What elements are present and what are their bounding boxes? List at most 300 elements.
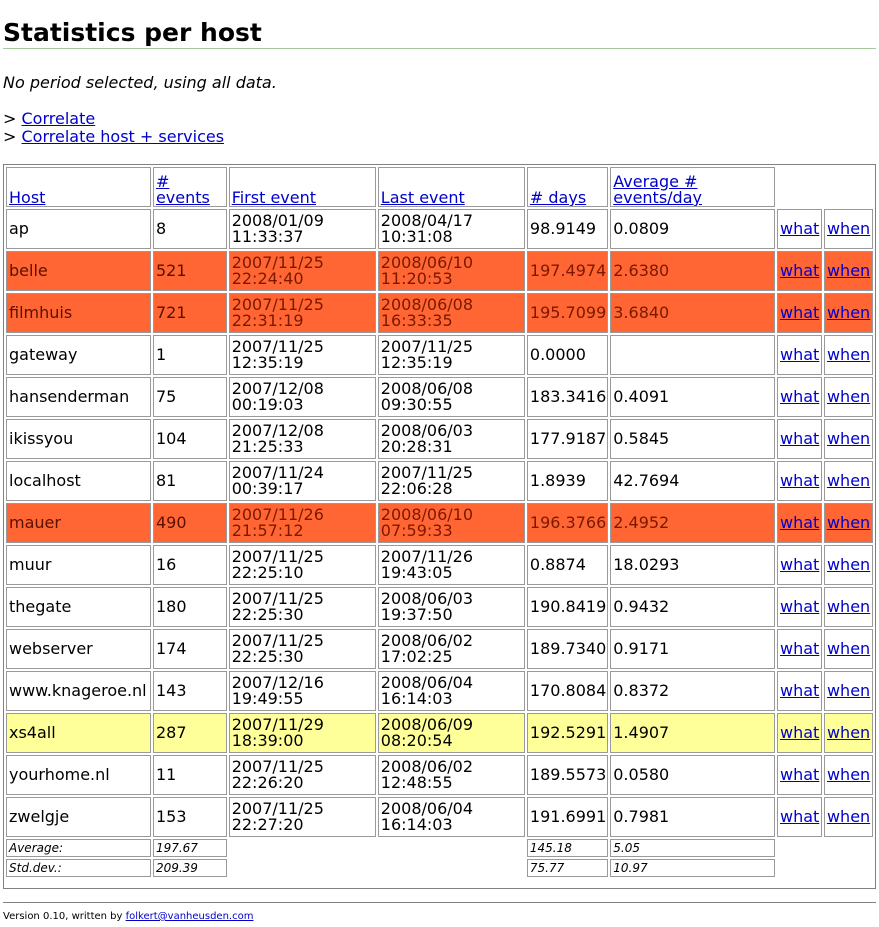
header-events[interactable] [153,167,227,207]
last-event-time: 17:02:25 [380,647,453,666]
days-cell [527,335,608,375]
summary-blank [229,859,525,877]
last-event-cell [378,713,525,753]
last-event-time: 19:37:50 [380,605,453,624]
host-name: belle [9,261,48,280]
what-cell[interactable] [777,797,822,837]
average-value: 2.4952 [613,513,670,532]
first-event-time: 21:57:12 [231,521,304,540]
host-cell [6,503,151,543]
last-event-time: 20:28:31 [380,437,453,456]
days-cell [527,419,608,459]
when-link[interactable]: when [826,219,871,238]
last-event-cell [378,755,525,795]
average-cell [610,797,775,837]
first-event-date: 2007/11/25 [231,295,324,314]
what-link[interactable]: what [779,555,820,574]
average-value: 0.5845 [613,429,670,448]
days-cell [527,755,608,795]
last-event-date: 2008/06/03 [380,589,474,608]
summary-average: 10.97 [610,859,775,877]
when-link[interactable]: when [826,387,871,406]
event-count: 16 [155,555,177,574]
first-event-date: 2007/11/25 [231,547,324,566]
days-value: 0.8874 [529,555,586,574]
summary-blank [777,839,873,857]
when-cell[interactable] [824,335,873,375]
events-cell [153,671,227,711]
sort-host-link[interactable]: Host [9,188,46,207]
host-cell [6,251,151,291]
first-event-cell [229,461,376,501]
table-row [6,545,873,585]
period-note: No period selected, using all data. [3,73,277,92]
host-name: zwelgje [9,807,70,826]
header-days[interactable] [527,167,608,207]
first-event-time: 00:39:17 [231,479,304,498]
first-event-time: 00:19:03 [231,395,304,414]
days-cell [527,461,608,501]
last-event-date: 2007/11/25 [380,337,474,356]
days-cell [527,251,608,291]
when-cell[interactable] [824,293,873,333]
summary-days: 145.18 [527,839,608,857]
when-cell[interactable] [824,587,873,627]
days-cell [527,377,608,417]
host-cell [6,377,151,417]
event-count: 8 [155,219,167,238]
last-event-date: 2008/06/03 [380,421,474,440]
host-name: localhost [9,471,81,490]
what-cell[interactable] [777,671,822,711]
host-cell [6,587,151,627]
when-cell[interactable] [824,797,873,837]
what-link[interactable]: what [779,807,820,826]
first-event-cell [229,293,376,333]
summary-row-average [6,839,873,857]
sort-last-event-link[interactable]: Last event [380,188,465,207]
days-cell [527,587,608,627]
what-cell[interactable] [777,209,822,249]
last-event-cell [378,671,525,711]
when-cell[interactable] [824,545,873,585]
when-cell[interactable] [824,461,873,501]
last-event-cell [378,797,525,837]
events-cell [153,545,227,585]
what-link[interactable]: what [779,471,820,490]
event-count: 521 [155,261,187,280]
days-cell [527,713,608,753]
summary-label: Average: [6,839,151,857]
when-cell[interactable] [824,419,873,459]
days-value: 190.8419 [529,597,607,616]
when-link[interactable]: when [826,765,871,784]
last-event-date: 2008/06/08 [380,379,474,398]
last-event-date: 2008/06/10 [380,505,474,524]
table-row [6,251,873,291]
first-event-date: 2007/12/08 [231,379,324,398]
event-count: 75 [155,387,177,406]
host-name: hansenderman [9,387,130,406]
what-cell[interactable] [777,629,822,669]
first-event-cell [229,671,376,711]
last-event-cell [378,461,525,501]
last-event-cell [378,251,525,291]
average-value: 0.9432 [613,597,670,616]
table-row [6,503,873,543]
average-value: 0.0809 [613,219,670,238]
days-value: 170.8084 [529,681,607,700]
days-value: 197.4974 [529,261,607,280]
table-row [6,671,873,711]
last-event-cell [378,335,525,375]
when-cell[interactable] [824,377,873,417]
when-link[interactable]: when [826,429,871,448]
host-name: ikissyou [9,429,74,448]
first-event-cell [229,209,376,249]
first-event-cell [229,377,376,417]
summary-events: 197.67 [153,839,227,857]
average-cell [610,587,775,627]
last-event-date: 2008/06/10 [380,253,474,272]
when-link[interactable]: when [826,261,871,280]
sort-average-link[interactable]: Average # events/day [613,172,702,207]
correlate-link[interactable]: Correlate [21,109,96,128]
days-cell [527,545,608,585]
days-value: 1.8939 [529,471,586,490]
host-cell [6,755,151,795]
what-cell[interactable] [777,461,822,501]
host-statistics-table [4,165,875,879]
what-cell[interactable] [777,755,822,795]
last-event-date: 2007/11/26 [380,547,474,566]
nav-link-row-correlate-host-services [3,128,224,146]
days-cell [527,797,608,837]
events-cell [153,419,227,459]
when-link[interactable]: when [826,345,871,364]
last-event-cell [378,293,525,333]
host-cell [6,671,151,711]
host-cell [6,713,151,753]
first-event-date: 2007/11/25 [231,757,324,776]
when-link[interactable]: when [826,807,871,826]
event-count: 1 [155,345,167,364]
last-event-time: 22:06:28 [380,479,453,498]
last-event-time: 16:33:35 [380,311,453,330]
days-value: 183.3416 [529,387,607,406]
summary-days: 75.77 [527,859,608,877]
last-event-cell [378,209,525,249]
first-event-date: 2007/12/16 [231,673,324,692]
event-count: 174 [155,639,187,658]
last-event-date: 2008/06/02 [380,757,474,776]
first-event-cell [229,797,376,837]
events-cell [153,209,227,249]
average-value: 0.9171 [613,639,670,658]
host-statistics-panel [3,164,876,889]
first-event-time: 21:25:33 [231,437,304,456]
average-cell [610,335,775,375]
last-event-time: 10:31:08 [380,227,453,246]
event-count: 143 [155,681,187,700]
when-cell[interactable] [824,251,873,291]
summary-blank [229,839,525,857]
table-row [6,797,873,837]
what-link[interactable]: what [779,765,820,784]
days-value: 189.7340 [529,639,607,658]
sort-first-event-link[interactable]: First event [231,188,317,207]
days-value: 0.0000 [529,345,586,364]
days-cell [527,629,608,669]
table-row [6,713,873,753]
when-link[interactable]: when [826,555,871,574]
summary-events: 209.39 [153,859,227,877]
host-cell [6,629,151,669]
when-link[interactable]: when [826,303,871,322]
average-value: 0.0580 [613,765,670,784]
host-name: webserver [9,639,93,658]
summary-label: Std.dev.: [6,859,151,877]
first-event-date: 2007/11/25 [231,253,324,272]
first-event-cell [229,713,376,753]
table-body [6,209,873,837]
header-average[interactable] [610,167,775,207]
average-value: 1.4907 [613,723,670,742]
what-cell[interactable] [777,587,822,627]
last-event-time: 11:20:53 [380,269,453,288]
events-cell [153,503,227,543]
when-link[interactable]: when [826,597,871,616]
average-cell [610,419,775,459]
last-event-date: 2007/11/25 [380,463,474,482]
days-cell [527,503,608,543]
first-event-cell [229,335,376,375]
host-name: muur [9,555,52,574]
link-prefix: > [3,109,17,128]
header-first-event[interactable] [229,167,376,207]
last-event-date: 2008/06/08 [380,295,474,314]
when-link[interactable]: when [826,681,871,700]
last-event-cell [378,545,525,585]
first-event-time: 19:49:55 [231,689,304,708]
host-name: ap [9,219,29,238]
last-event-time: 16:14:03 [380,689,453,708]
when-link[interactable]: when [826,513,871,532]
events-cell [153,587,227,627]
table-row [6,377,873,417]
average-cell [610,545,775,585]
events-cell [153,713,227,753]
event-count: 104 [155,429,187,448]
what-cell[interactable] [777,713,822,753]
header-host[interactable] [6,167,151,207]
last-event-time: 09:30:55 [380,395,453,414]
last-event-date: 2008/06/04 [380,799,474,818]
table-row [6,629,873,669]
when-cell[interactable] [824,629,873,669]
nav-links [3,110,224,146]
last-event-time: 12:35:19 [380,353,453,372]
days-value: 98.9149 [529,219,597,238]
when-link[interactable]: when [826,639,871,658]
last-event-date: 2008/06/02 [380,631,474,650]
last-event-time: 08:20:54 [380,731,453,750]
correlate-host-services-link[interactable]: Correlate host + services [21,127,225,146]
what-link[interactable]: what [779,387,820,406]
last-event-date: 2008/06/04 [380,673,474,692]
last-event-cell [378,377,525,417]
host-name: mauer [9,513,61,532]
first-event-time: 22:25:30 [231,647,304,666]
author-email-link[interactable]: folkert@vanheusden.com [125,911,254,922]
first-event-date: 2007/11/26 [231,505,324,524]
what-cell[interactable] [777,545,822,585]
average-value: 3.6840 [613,303,670,322]
first-event-time: 22:25:10 [231,563,304,582]
host-name: thegate [9,597,72,616]
title-divider [3,48,876,49]
last-event-cell [378,419,525,459]
last-event-time: 19:43:05 [380,563,453,582]
when-cell[interactable] [824,503,873,543]
sort-events-link[interactable]: # events [155,172,210,207]
first-event-date: 2007/11/29 [231,715,324,734]
table-header-row [6,167,873,207]
what-cell[interactable] [777,293,822,333]
what-link[interactable]: what [779,513,820,532]
average-cell [610,671,775,711]
days-value: 192.5291 [529,723,607,742]
what-link[interactable]: what [779,597,820,616]
what-cell[interactable] [777,251,822,291]
average-cell [610,713,775,753]
when-link[interactable]: when [826,723,871,742]
what-cell[interactable] [777,503,822,543]
when-cell[interactable] [824,713,873,753]
footer-text: Version 0.10, written by [3,911,126,922]
what-link[interactable]: what [779,429,820,448]
days-value: 189.5573 [529,765,607,784]
first-event-cell [229,755,376,795]
first-event-cell [229,503,376,543]
host-name: www.knageroe.nl [9,681,147,700]
days-cell [527,209,608,249]
summary-row-stddev [6,859,873,877]
events-cell [153,251,227,291]
first-event-time: 22:26:20 [231,773,304,792]
link-prefix: > [3,127,17,146]
first-event-time: 22:24:40 [231,269,304,288]
events-cell [153,755,227,795]
event-count: 81 [155,471,177,490]
first-event-cell [229,587,376,627]
event-count: 721 [155,303,187,322]
events-cell [153,293,227,333]
last-event-time: 16:14:03 [380,815,453,834]
host-name: filmhuis [9,303,73,322]
first-event-time: 22:27:20 [231,815,304,834]
what-link[interactable]: what [779,681,820,700]
average-cell [610,209,775,249]
table-row [6,461,873,501]
what-link[interactable]: what [779,219,820,238]
average-value: 0.4091 [613,387,670,406]
when-cell[interactable] [824,671,873,711]
first-event-time: 12:35:19 [231,353,304,372]
last-event-date: 2008/06/09 [380,715,474,734]
first-event-cell [229,545,376,585]
last-event-time: 12:48:55 [380,773,453,792]
first-event-time: 11:33:37 [231,227,304,246]
first-event-cell [229,251,376,291]
days-cell [527,293,608,333]
days-value: 196.3766 [529,513,607,532]
what-link[interactable]: what [779,345,820,364]
average-cell [610,377,775,417]
average-cell [610,755,775,795]
sort-days-link[interactable]: # days [529,188,587,207]
first-event-date: 2007/11/25 [231,337,324,356]
what-link[interactable]: what [779,261,820,280]
what-cell[interactable] [777,377,822,417]
first-event-date: 2007/11/25 [231,589,324,608]
what-link[interactable]: what [779,723,820,742]
table-row [6,755,873,795]
header-last-event[interactable] [378,167,525,207]
table-row [6,419,873,459]
days-cell [527,671,608,711]
host-cell [6,335,151,375]
what-cell[interactable] [777,335,822,375]
first-event-time: 22:31:19 [231,311,304,330]
host-cell [6,545,151,585]
first-event-time: 22:25:30 [231,605,304,624]
nav-link-row-correlate [3,110,224,128]
days-value: 195.7099 [529,303,607,322]
what-cell[interactable] [777,419,822,459]
average-cell [610,461,775,501]
what-link[interactable]: what [779,639,820,658]
summary-average: 5.05 [610,839,775,857]
page-title: Statistics per host [3,18,262,47]
footer-divider [3,902,876,903]
events-cell [153,461,227,501]
table-row [6,335,873,375]
first-event-time: 18:39:00 [231,731,304,750]
footer [3,911,253,922]
event-count: 153 [155,807,187,826]
last-event-date: 2008/04/17 [380,211,474,230]
last-event-cell [378,629,525,669]
when-cell[interactable] [824,755,873,795]
first-event-date: 2007/12/08 [231,421,324,440]
average-cell [610,293,775,333]
host-cell [6,797,151,837]
event-count: 490 [155,513,187,532]
last-event-time: 07:59:33 [380,521,453,540]
events-cell [153,377,227,417]
first-event-date: 2007/11/25 [231,799,324,818]
host-name: gateway [9,345,78,364]
when-cell[interactable] [824,209,873,249]
when-link[interactable]: when [826,471,871,490]
host-cell [6,293,151,333]
events-cell [153,335,227,375]
average-value: 0.8372 [613,681,670,700]
first-event-date: 2008/01/09 [231,211,324,230]
what-link[interactable]: what [779,303,820,322]
first-event-cell [229,629,376,669]
